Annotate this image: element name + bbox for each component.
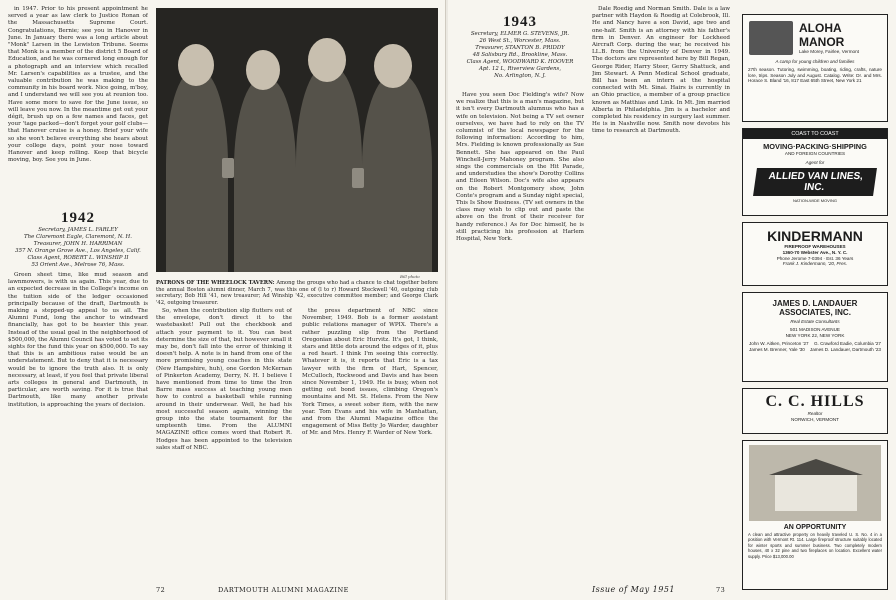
left-footer-title: DARTMOUTH ALUMNI MAGAZINE xyxy=(218,586,349,594)
class-year-1943: 1943 xyxy=(503,14,537,30)
left-page xyxy=(0,0,446,600)
photo-face-3 xyxy=(308,38,346,82)
photo-figure-4 xyxy=(362,74,432,272)
photo-figure-2 xyxy=(234,78,296,272)
aloha-manor-photo xyxy=(749,21,793,55)
col2-body-text: So, when the contribution slip flutters out of the envelope, don't direct it to the wastebasket! Pull out the checkbook and attach your payment to it. You can best determine the size of that, but however small it may be, don't fall into the error of thinking it doesn't help. A note is in hand from one of the more promising young coaches in this state (New Hampshire, huh), one Gordon McKernan of Pinkerton Academy, Derry, N. H. I believe I have mentioned from time to time the Iron Barre mass success at teaching young men how to control a basketball while running around in their underwear. Well, he had his most successful season again, winning the group into the state tournament for the umpteenth time. From the ALUMNI MAGAZINE office comes word that Robert R. Hodges has been appointed to the television sales staff of NBC. xyxy=(156,308,292,451)
caption-title: PATRONS OF THE WHEELOCK TAVERN: xyxy=(156,280,275,286)
wheelock-tavern-photo xyxy=(156,8,438,272)
class-officers-1942: Secretary, JAMES L. FARLEY The Claremont Eagle, Claremont, N. H. Treasurer, JOHN H. HARRIMAN 357 N. Orange Grove Ave., Los Angeles, Calif. Class Agent, ROBERT L. WINSHIP II 53 Orient Ave., Melrose 76, Mass. xyxy=(15,227,141,268)
col3-body-text: the press department of NBC since November, 1949. Bob is a former assistant public relations manager of WPIX. There's a rather puzzling slip from the Portland Oregonian about Eric Hurvitz. It's got, I think, stars and little dots around the edges of it, plus a red heart. I think I'm seeing this correctly. Whatever it is, it reports that Eric is a tax lawyer with the firm of Hart, Spencer, McCulloch, Rockwood and Davis and has been since November 1, 1949. He is busy, when not getting out bond issues, climbing Oregon's mountains and Mt. St. Helens. From the New York Times, a sweet sober item, with the new year. Tom Evans and his wife in Manhattan, and from the Alumni Magazine office the engagement of Miss Betty Jo Warder, daughter of Mr. and Mrs. Henry F. Warder of New York. xyxy=(302,308,438,437)
photo-face-1 xyxy=(178,44,214,86)
photo-caption xyxy=(156,280,438,306)
ad-allied-van-lines: COAST TO COAST MOVING·PACKING·SHIPPING AND FOREIGN COUNTRIES Agent for ALLIED VAN LINES, INC. NATION-WIDE MOVING xyxy=(742,128,888,216)
class-1942-header xyxy=(8,210,148,269)
col1-top-text: in 1947. Prior to his present appointment he served a year as law clerk to Justice Ronan of the Massachusetts Supreme Court. Congratulations, Bernie; see you in Hanover in June. In January there was a long article about "Monk" Larsen in the Lewiston Tribune. Seems that Monk is a member of the district 5 Board of Education, and he was cornered long enough for a photograph and an interview which recalled Mr. Larsen's capabilities as a trustee, and the valuable contribution he was making to the community in his board work. Nice going, m'boy, and I understand we will see you at reunion too. Have some more to save for the June issue, so will leave you now. In the meantime get out your dégit, brush up on a few names and faces, get your 'tage packed—don't forget your golf clubs—that Hanover cruise is a honey. Brief your wife so she won't believe everything she hears about your college days, point your nose toward Hanover and keep rolling. Keep that bicycle moving, boy. See you in June. xyxy=(8,6,148,164)
right-page-number: 73 xyxy=(716,586,726,594)
class-officers-1943: Secretary, ELMER G. STEVENS, JR. 26 West St., Worcester, Mass. Treasurer, STANTON B. PRIDDY 48 Salisbury Rd., Brookline, Mass. Class Agent, WOODWARD K. HOOVER Apt. 12 L, Riverview Gardens, No. Arlington, N. J. xyxy=(466,31,574,79)
class-1943-header xyxy=(456,14,584,80)
ad-opportunity: AN OPPORTUNITY A clean and attractive property on heavily traveled U. S. No. 4 in a position with Vermont Rt. 114. Large fireproof structure suitably located for winter sports and summer business. Two completely modern houses, 40 x 32 pine and two fireplaces on location. Excellent water supply. Price $13,000.00 xyxy=(742,440,888,590)
right-footer-issue: Issue of May 1951 xyxy=(592,585,676,594)
caption-body: Among the groups who had a chance to chat together before the annual Boston alumni dinner, March 7, was this one of (l to r) Howard Steckwell '40, outgoing club secretary; Bob Hill '41, new treasurer; Ad Winship '42, executive committee member; and George Clark '42, outgoing treasurer. xyxy=(156,280,439,306)
photo-glass xyxy=(352,168,364,188)
ad-kindermann: KINDERMANN FIREPROOF WAREHOUSES 1360-70 Webster Ave., N. Y. C. Phone Jerome 7-0394 · Est. 36 Years Frank J. Kindermann, '20, Pres. xyxy=(742,222,888,286)
ad-landauer: JAMES D. LANDAUER ASSOCIATES, INC. Real Estate Consultants 501 MADISON AVENUE NEW YORK 22, NEW YORK John W. Aitken, Princeton '27 G. Crawford Eadie, Columbia '27 James M. Brenner, Yale '30 James D. Landauer, Dartmouth '23 xyxy=(742,292,888,382)
opportunity-photo xyxy=(749,445,881,521)
right-col2-body: Dale Roedig and Norman Smith. Dale is a law partner with Haydon & Roedig at Colebrook, Ill. He and Nancy have a son David, age two and one-half. Smith is an attorney with his father's firm in Denver. An engineer for Lockheed Aircraft Corp. during the war, he received his LL.B. from the University of Denver in 1949. The doctors are represented here by Bill Regan, George Rider, Harry Steer, Gerry Shattuck, and Jim Stewart. A Penn Medical School graduate, Bill has been an intern at the hospital connected with Mt. Sinai. Hairs is currently in an Ohio practice, a member of a group practice known as Matthias and Link. In Mt. Jim married Alberta in Philadelphia. Jim is a bachelor and completed his residency in surgery last summer. He is in Nashville now. Smith now devotes his time to research at Dartmouth. xyxy=(592,6,730,135)
photo-credit: Bill photo xyxy=(400,274,420,279)
col1-body-text: Green sheet time, like mud season and lawnmowers, is with us again. This year, due to an expected decrease in the College's income on the tuition side of the ledger occasioned principally because of the draft, Dartmouth is making a stepped-up appeal to us all. The Alumni Fund, long the anchor to windward financially, has got to be heavier this year. Instead of the usual goal in the neighborhood of $500,000, the Alumni Council has voted to set its sights for the fund this year on $500,000. To say that this is an ambitious raise would be an understatement. But to deny that it is necessary would be to ignore the truth also. It is only necessary, at least, if you feel that private liberal arts colleges in general and Dartmouth, in particular, are worth saving. For it is true that Dartmouth, like many another private institution, is approaching the years of decision. xyxy=(8,272,148,408)
ad-cc-hills: C. C. HILLS Realtor NORWICH, VERMONT xyxy=(742,388,888,434)
ad-aloha-manor: ALOHA MANOR Lake Morey, Fairlee, Vermont A camp for young children and families 27th season. Tutoring, swimming, boating, riding, crafts, nature lore, trips. Season July and August. Catalog. Write: Dr. and Mrs. Horace S. Bland '16, 817 East 65th Street, New York 21 xyxy=(742,14,888,122)
class-year-1942: 1942 xyxy=(61,210,95,226)
left-page-number: 72 xyxy=(156,586,166,594)
photo-face-4 xyxy=(374,44,412,88)
photo-figure-1 xyxy=(166,70,228,272)
allied-logo: ALLIED VAN LINES, INC. xyxy=(753,168,877,196)
photo-glass xyxy=(222,158,234,178)
right-col1-body: Have you seen Doc Fielding's wife? Now we realize that this is a man's magazine, but it isn't every Dartmouth alumnus who has a wife on television. Not being a TV set owner ourselves, we have had to rely on the TV columnist of the local newspaper for the following information: According to him, Mrs. Fielding is known professionally as Sue Bennett. She has appeared on the Paul Winchell-Jerry Mahoney program. She also sings the commercials on the Hit Parade, and understudies the show's Dorothy Collins and Eileen Wilson. Doc's wife also appears on the Robert Montgomery show, John Conte's program and a Sunday night special, This Is Show Business. (TV set owners in the class may wish to clip out and paste the above on the front of their receiver for handy reference.) As for Doc himself, he is still practicing his profession at Harlem Hospital, New York. xyxy=(456,92,584,243)
photo-face-2 xyxy=(246,50,280,90)
right-page xyxy=(448,0,896,600)
